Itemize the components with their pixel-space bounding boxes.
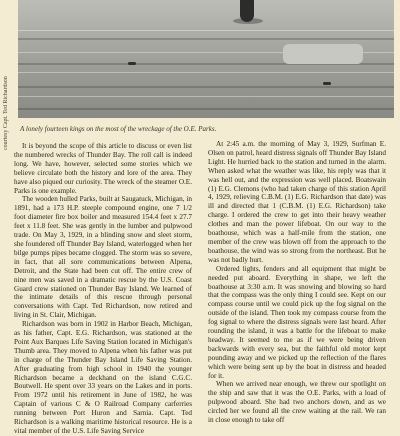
paragraph: Ordered lights, fenders and all equipment that might be needed put aboard. Everything in shape, we left the boathouse at 3:30 a.m. It was snowing and blowing so hard that the compass was the only thing I could see. Kept on our compass course until we could pick up the fog signal on the outside of the island. Then took my compass course from the fog signal to where the distress signals were last heard. After rounding the island, it was a battle for the lifeboat to make headway. It seemed to me as if we were being driven backwards with every sea, but the faithful old motor kept pounding away and we picked up the reflection of the flares which were being sent up by the boat in distress and headed for it. — [208, 264, 386, 380]
photo-credit: courtesy Capt. Ted Richardson — [3, 76, 9, 150]
shipwreck-photo — [18, 0, 394, 118]
paragraph: Richardson was born in 1902 in Harbor Beach, Michigan, as his father, Capt. E.G. Richardson, was stationed at the Point Aux Barques Life Saving Station located in Michigan's Thumb area. They moved to Alpena when his father was put in charge of the Thunder Bay Island Life Saving Station. After graduating from high school in 1940 the younger Richardson became a deckhand on the island C.G.C. Boutwell. He spent over 33 years on the Lakes and in ports. From 1972 until his retirement in June of 1982, he was Captain of various C & O Railroad Company carferries running between Port Huron and Sarnia. Capt. Ted Richardson is a walking maritime historical resource. He is a vital member of the U.S. Life Saving Service — [14, 320, 192, 435]
wreck-silhouette — [240, 0, 254, 22]
paragraph: It is beyond the scope of this article to discuss or even list the numbered wrecks of Thunder Bay. The roll call is indeed long. We have, however, selected some stories which we believe circulate both the history and lore of the area. They have also piqued our curiosity. The wreck of the steamer O.E. Parks is one example. — [14, 142, 192, 195]
paragraph: At 2:45 a.m. the morning of May 3, 1929, Surfman E. Olsen on patrol, heard distress signals off Thunder Bay Island Light. He hurried back to the station and turned in the alarm. When asked what the weather was like, his reply was that it was hell out, and the expression was well placed. Boatswain (1) E.G. Clemons (who had taken charge of this station April 4, 1929, relieving C.B.M. (1) E.G. Richardson that date) was ill and directed that 1 (C.B.M. (1) E.G. Richardson) take charge. I ordered the crew to get into their heavy weather clothes and man the power lifeboat. On our way to the boathouse, which was a half-mile from the station, one member of the crew was blown off from the approach to the boathouse, the wind was so strong from the northeast. But he was not badly hurt. — [208, 140, 386, 264]
paragraph: The wooden hulled Parks, built at Saugatuck, Michigan, in 1891, had a 173 H.P. steeple compound engine, one 7 1/2 foot diameter fire box boiler and measured 154.4 feet x 27.7 feet x 11.8 feet. She was gently in the lumber and pulpwood trade. On May 3, 1929, in a blinding snow and sleet storm, she foundered off Thunder Bay Island, waterlogged when her bilge pumps pipes became clogged. The storm was so severe, in fact, that all sore communications between Alpena, Detroit, and the State had been cut off. The entire crew of nine men was saved in a dramatic rescue by the U.S. Coast Guard crew stationed on Thunder Bay Island. We learned of the intimate details of this rescue through personal conversations with Capt. Ted Richardson, now retired and living in St. Clair, Michigan. — [14, 195, 192, 320]
paragraph: When we arrived near enough, we threw our spotlight on the ship and saw that it was the O.E. Parks, with a load of pulpwood aboard. She had two anchors down, and as we circled her we found all the crew waiting at the rail. We ran in close enough to take off — [208, 380, 386, 425]
photo-caption: A lonely fourteen kings on the most of the wreckage of the O.E. Parks. — [20, 125, 217, 133]
text-column-left — [14, 142, 192, 435]
text-column-right — [208, 140, 386, 425]
